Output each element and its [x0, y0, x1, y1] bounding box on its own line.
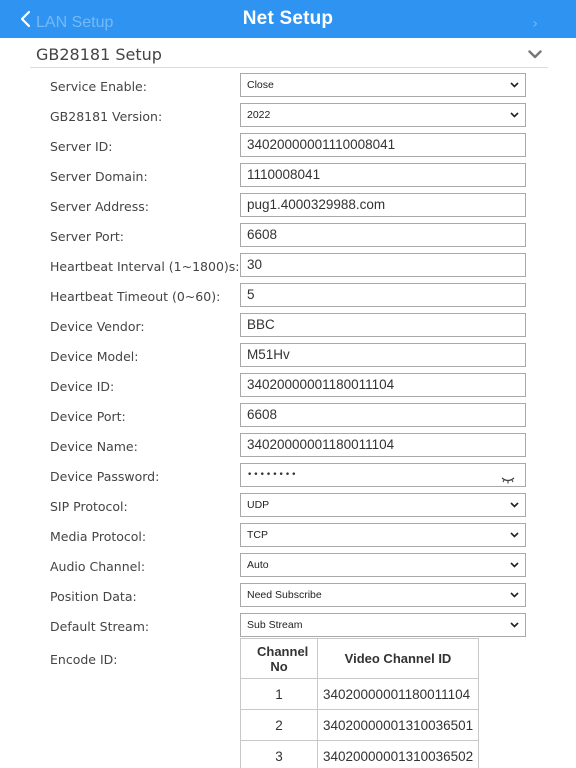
chevron-down-icon	[510, 502, 519, 508]
field-row-device-vendor	[0, 313, 576, 343]
field-row-server-address	[0, 193, 576, 223]
field-row-device-model	[0, 343, 576, 373]
heartbeat-interval-s-input[interactable]: 30	[240, 253, 526, 277]
default-stream-value: Sub Stream	[247, 619, 303, 631]
sip-protocol-value: UDP	[247, 499, 270, 511]
chevron-down-icon	[510, 82, 519, 88]
heartbeat-interval-s-label: Heartbeat Interval (1~1800)s:	[50, 259, 240, 274]
field-row-media-protocol	[0, 523, 576, 553]
device-password-masked-value: ••••••••	[247, 470, 298, 480]
chevron-down-icon	[528, 50, 542, 59]
server-domain-input[interactable]: 1110008041	[240, 163, 526, 187]
section-title: GB28181 Setup	[36, 45, 162, 64]
service-enable-label: Service Enable:	[50, 79, 147, 94]
default-stream-select[interactable]	[240, 613, 526, 637]
video-channel-id-cell[interactable]: 34020000001180011104	[318, 679, 479, 710]
chevron-down-icon	[510, 592, 519, 598]
encode-id-label: Encode ID:	[50, 652, 118, 667]
device-id-label: Device ID:	[50, 379, 115, 394]
field-row-server-domain	[0, 163, 576, 193]
server-domain-label: Server Domain:	[50, 169, 148, 184]
device-port-label: Device Port:	[50, 409, 126, 424]
device-password-input[interactable]	[240, 463, 526, 487]
page-title: Net Setup	[242, 8, 334, 29]
server-address-input[interactable]: pug1.4000329988.com	[240, 193, 526, 217]
sip-protocol-select[interactable]	[240, 493, 526, 517]
chevron-down-icon	[510, 532, 519, 538]
position-data-label: Position Data:	[50, 589, 137, 604]
column-header-channel-no: Channel No	[241, 639, 318, 679]
table-row	[241, 679, 479, 710]
column-header-video-channel-id: Video Channel ID	[318, 639, 479, 679]
field-row-server-port	[0, 223, 576, 253]
video-channel-id-cell[interactable]: 34020000001310036502	[318, 741, 479, 768]
behind-chevron-icon: ›	[532, 16, 538, 32]
gb28181-version-label: GB28181 Version:	[50, 109, 163, 124]
field-row-heartbeat-interval-s	[0, 253, 576, 283]
field-row-sip-protocol	[0, 493, 576, 523]
field-row-position-data	[0, 583, 576, 613]
device-name-input[interactable]: 34020000001180011104	[240, 433, 526, 457]
sip-protocol-label: SIP Protocol:	[50, 499, 128, 514]
audio-channel-value: Auto	[247, 559, 269, 571]
top-bar	[0, 0, 576, 38]
service-enable-value: Close	[247, 79, 274, 91]
field-row-device-password	[0, 463, 576, 493]
field-row-device-id	[0, 373, 576, 403]
eye-closed-icon[interactable]	[501, 471, 515, 489]
media-protocol-label: Media Protocol:	[50, 529, 147, 544]
field-row-service-enable	[0, 73, 576, 103]
gb28181-version-select[interactable]	[240, 103, 526, 127]
gb28181-version-value: 2022	[247, 109, 271, 121]
server-port-label: Server Port:	[50, 229, 124, 244]
channel-no-cell: 3	[241, 741, 318, 768]
service-enable-select[interactable]	[240, 73, 526, 97]
field-row-heartbeat-timeout	[0, 283, 576, 313]
field-row-server-id	[0, 133, 576, 163]
table-row	[241, 741, 479, 768]
audio-channel-label: Audio Channel:	[50, 559, 146, 574]
chevron-down-icon	[510, 622, 519, 628]
server-port-input[interactable]: 6608	[240, 223, 526, 247]
device-model-input[interactable]: M51Hv	[240, 343, 526, 367]
channel-no-cell: 2	[241, 710, 318, 741]
device-vendor-label: Device Vendor:	[50, 319, 145, 334]
gb28181-section-header[interactable]	[30, 38, 548, 68]
field-row-gb28181-version	[0, 103, 576, 133]
field-row-audio-channel	[0, 553, 576, 583]
device-model-label: Device Model:	[50, 349, 139, 364]
device-vendor-input[interactable]: BBC	[240, 313, 526, 337]
table-row	[241, 710, 479, 741]
device-password-label: Device Password:	[50, 469, 160, 484]
position-data-value: Need Subscribe	[247, 589, 322, 601]
encode-id-table	[240, 638, 479, 768]
field-row-device-port	[0, 403, 576, 433]
heartbeat-timeout-label: Heartbeat Timeout (0~60):	[50, 289, 221, 304]
server-address-label: Server Address:	[50, 199, 149, 214]
behind-section-label: LAN Setup	[36, 14, 114, 31]
position-data-select[interactable]	[240, 583, 526, 607]
field-row-device-name	[0, 433, 576, 463]
chevron-down-icon	[510, 562, 519, 568]
server-id-label: Server ID:	[50, 139, 113, 154]
audio-channel-select[interactable]	[240, 553, 526, 577]
media-protocol-value: TCP	[247, 529, 268, 541]
video-channel-id-cell[interactable]: 34020000001310036501	[318, 710, 479, 741]
chevron-down-icon	[510, 112, 519, 118]
default-stream-label: Default Stream:	[50, 619, 150, 634]
media-protocol-select[interactable]	[240, 523, 526, 547]
device-id-input[interactable]: 34020000001180011104	[240, 373, 526, 397]
device-name-label: Device Name:	[50, 439, 138, 454]
heartbeat-timeout-input[interactable]: 5	[240, 283, 526, 307]
channel-no-cell: 1	[241, 679, 318, 710]
device-port-input[interactable]: 6608	[240, 403, 526, 427]
server-id-input[interactable]: 34020000001110008041	[240, 133, 526, 157]
